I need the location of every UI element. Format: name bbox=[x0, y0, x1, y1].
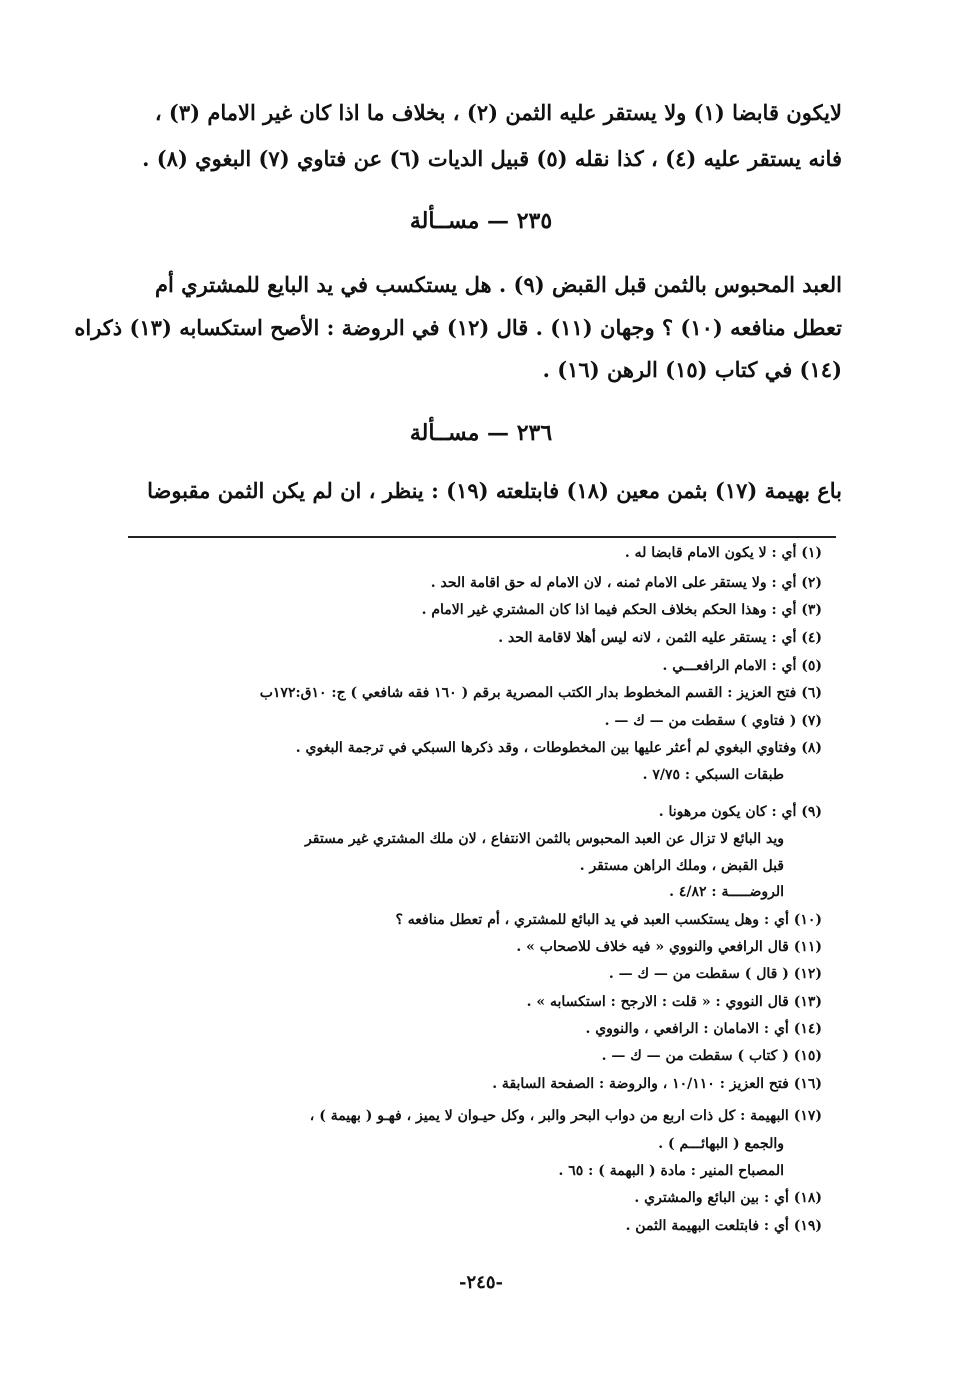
body-line: العبد المحبوس بالثمن قبل القبض (٩) . هل يستكسب في يد البايع للمشتري أم bbox=[155, 272, 842, 297]
section-heading-236: ٢٣٦ — مســألة bbox=[409, 420, 553, 446]
footnote: (١٤) أي : الامامان : الرافعي ، والنووي . bbox=[585, 1021, 822, 1037]
footnote-continuation: الروضـــــة : ٤/٨٢ . bbox=[669, 884, 784, 900]
footnote-continuation: والجمع ( البهائـــم ) . bbox=[658, 1136, 784, 1152]
footnote-continuation: قبل القبض ، وملك الراهن مستقر . bbox=[579, 858, 784, 874]
section-heading-235: ٢٣٥ — مســألة bbox=[409, 208, 553, 234]
footnote: (١٧) البهيمة : كل ذات اربع من دواب البحر والبر ، وكل حيـوان لا يميز ، فهـو ( بهيمة ) ، bbox=[309, 1108, 822, 1124]
footnote: (٧) ( فتاوي ) سقطت من — ك — . bbox=[604, 713, 822, 729]
footnote: (١) أي : لا يكون الامام قابضا له . bbox=[624, 545, 822, 561]
footnote: (٢) أي : ولا يستقر على الامام ثمنه ، لان الامام له حق اقامة الحد . bbox=[430, 575, 822, 591]
footnote-continuation: طبقات السبكي : ٧/٧٥ . bbox=[642, 767, 784, 783]
footnote: (١٦) فتح العزيز : ١٠/١١٠ ، والروضة : الصفحة السابقة . bbox=[492, 1076, 822, 1092]
footnote: (٨) وفتاوي البغوي لم أعثر عليها بين المخطوطات ، وقد ذكرها السبكي في ترجمة البغوي . bbox=[295, 740, 822, 756]
footnote: (٣) أي : وهذا الحكم بخلاف الحكم فيما اذا كان المشتري غير الامام . bbox=[421, 602, 822, 618]
footnote-continuation: ويد البائع لا تزال عن العبد المحبوس بالثمن الانتفاع ، لان ملك المشتري غير مستقر bbox=[305, 831, 784, 847]
body-line: (١٤) في كتاب (١٥) الرهن (١٦) . bbox=[542, 357, 842, 382]
body-line: فانه يستقر عليه (٤) ، كذا نقله (٥) قبيل الديات (٦) عن فتاوي (٧) البغوي (٨) . bbox=[142, 146, 842, 171]
footnote: (٤) أي : يستقر عليه الثمن ، لانه ليس أهلا لاقامة الحد . bbox=[498, 630, 822, 646]
footnote: (١٢) ( قال ) سقطت من — ك — . bbox=[608, 966, 822, 982]
footnote: (١٠) أي : وهل يستكسب العبد في يد البائع للمشتري ، أم تعطل منافعه ؟ bbox=[395, 912, 822, 928]
body-line: تعطل منافعه (١٠) ؟ وجهان (١١) . قال (١٢) في الروضة : الأصح استكسابه (١٣) ذكراه bbox=[74, 315, 842, 340]
body-line: لايكون قابضا (١) ولا يستقر عليه الثمن (٢) ، بخلاف ما اذا كان غير الامام (٣) ، bbox=[154, 100, 842, 125]
footnote: (٦) فتح العزيز : القسم المخطوط بدار الكتب المصرية برقم ( ١٦٠ فقه شافعي ) ج: ١٠ق:١٧٢ب bbox=[259, 685, 822, 701]
footnote: (١٩) أي : فابتلعت البهيمة الثمن . bbox=[625, 1218, 822, 1234]
footnote-divider bbox=[128, 536, 836, 538]
body-line: باع بهيمة (١٧) بثمن معين (١٨) فابتلعته (١٩) : ينظر ، ان لم يكن الثمن مقبوضا bbox=[147, 478, 842, 503]
footnote: (١٥) ( كتاب ) سقطت من — ك — . bbox=[601, 1048, 822, 1064]
footnote: (٥) أي : الامام الرافعـــي . bbox=[662, 658, 822, 674]
footnote: (١٣) قال النووي : « قلت : الارجح : استكسابه » . bbox=[526, 994, 822, 1010]
page-number: -٢٤٥- bbox=[459, 1272, 503, 1293]
footnote: (١٨) أي : بين البائع والمشتري . bbox=[634, 1190, 822, 1206]
footnote-continuation: المصباح المنير : مادة ( البهمة ) : ٦٥ . bbox=[558, 1163, 784, 1179]
footnote: (٩) أي : كان يكون مرهونا . bbox=[658, 804, 822, 820]
footnote: (١١) قال الرافعي والنووي « فيه خلاف للاصحاب » . bbox=[516, 939, 822, 955]
